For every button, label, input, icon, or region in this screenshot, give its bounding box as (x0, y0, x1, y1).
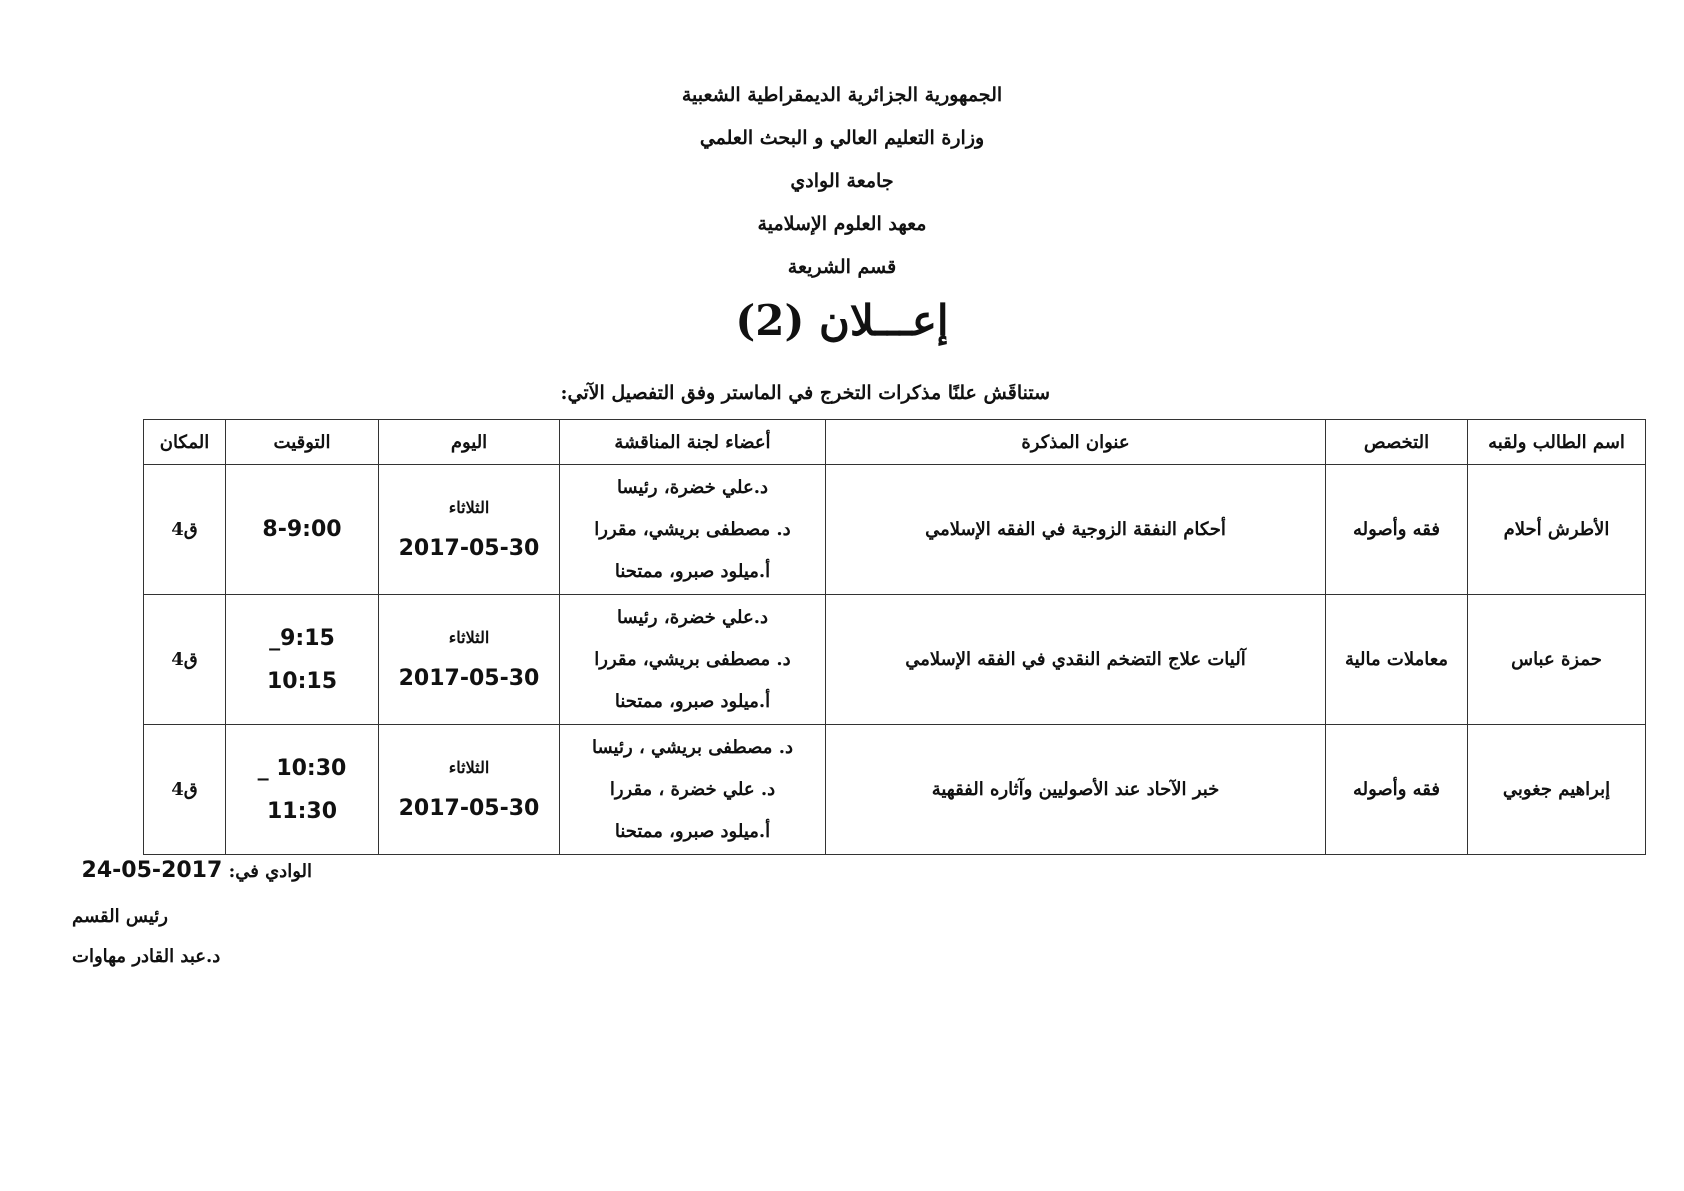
committee-members (560, 465, 826, 595)
defense-day (379, 595, 560, 725)
column-header-place: المكان (144, 420, 226, 465)
defense-place: ق4 (144, 465, 226, 595)
day-date: 2017-05-30 (398, 535, 540, 561)
committee-members (560, 595, 826, 725)
column-header-day: اليوم (379, 420, 560, 465)
day-name: الثلاثاء (448, 497, 490, 517)
specialty: فقه وأصوله (1326, 465, 1468, 595)
thesis-title: آليات علاج التضخم النقدي في الفقه الإسلامي (826, 595, 1326, 725)
committee-president: د. مصطفى بريشي ، رئيسا (592, 736, 793, 758)
day-date: 2017-05-30 (398, 795, 540, 821)
committee-supervisor: د. علي خضرة ، مقررا (609, 778, 776, 800)
committee-president: د.علي خضرة، رئيسا (616, 606, 769, 628)
committee-supervisor: د. مصطفى بريشي، مقررا (594, 518, 791, 540)
column-header-specialty: التخصص (1326, 420, 1468, 465)
republic-name: الجمهورية الجزائرية الديمقراطية الشعبية (681, 84, 1003, 106)
announcement-title: إعـــلان (2) (735, 296, 949, 345)
defense-time (226, 725, 379, 855)
defense-place: ق4 (144, 595, 226, 725)
committee-examiner: أ.ميلود صبرو، ممتحنا (614, 690, 771, 712)
department-name: قسم الشريعة (787, 256, 897, 278)
signature-place-date (72, 858, 312, 883)
specialty: فقه وأصوله (1326, 725, 1468, 855)
table-row (144, 595, 1646, 725)
time-start: 9:15_ (269, 625, 335, 651)
head-title: رئيس القسم (72, 906, 168, 927)
announcement-intro: ستناقَش علنًا مذكرات التخرج في الماستر وفق التفصيل الآتي: (560, 382, 1050, 404)
committee-examiner: أ.ميلود صبرو، ممتحنا (614, 560, 771, 582)
committee-supervisor: د. مصطفى بريشي، مقررا (594, 648, 791, 670)
committee-members (560, 725, 826, 855)
table-header-row (144, 420, 1646, 465)
student-name: الأطرش أحلام (1468, 465, 1646, 595)
specialty: معاملات مالية (1326, 595, 1468, 725)
column-header-thesis: عنوان المذكرة (826, 420, 1326, 465)
defense-day (379, 465, 560, 595)
table-row (144, 465, 1646, 595)
day-name: الثلاثاء (448, 627, 490, 647)
defense-time (226, 465, 379, 595)
column-header-student: اسم الطالب ولقبه (1468, 420, 1646, 465)
defense-schedule-table (143, 419, 1646, 855)
day-name: الثلاثاء (448, 757, 490, 777)
university-name: جامعة الوادي (790, 170, 894, 192)
student-name: حمزة عباس (1468, 595, 1646, 725)
time-end: 10:15 (266, 668, 338, 694)
defense-day (379, 725, 560, 855)
document-header (0, 74, 1684, 289)
thesis-title: خبر الآحاد عند الأصوليين وآثاره الفقهية (826, 725, 1326, 855)
thesis-title: أحكام النفقة الزوجية في الفقه الإسلامي (826, 465, 1326, 595)
defense-place: ق4 (144, 725, 226, 855)
head-name: د.عبد القادر مهاوات (72, 946, 221, 967)
column-header-time: التوقيت (226, 420, 379, 465)
time-start: 10:30 _ (257, 755, 347, 781)
student-name: إبراهيم جغوبي (1468, 725, 1646, 855)
time-end: 11:30 (266, 798, 338, 824)
column-header-committee: أعضاء لجنة المناقشة (560, 420, 826, 465)
institute-name: معهد العلوم الإسلامية (757, 213, 927, 235)
defense-time (226, 595, 379, 725)
time-range: 8-9:00 (262, 517, 342, 542)
day-date: 2017-05-30 (398, 665, 540, 691)
committee-president: د.علي خضرة، رئيسا (616, 476, 769, 498)
ministry-name: وزارة التعليم العالي و البحث العلمي (699, 127, 985, 149)
issue-date: 2017-05-24 (81, 858, 223, 883)
place-label: الوادي في: (228, 861, 312, 882)
table-row (144, 725, 1646, 855)
committee-examiner: أ.ميلود صبرو، ممتحنا (614, 820, 771, 842)
